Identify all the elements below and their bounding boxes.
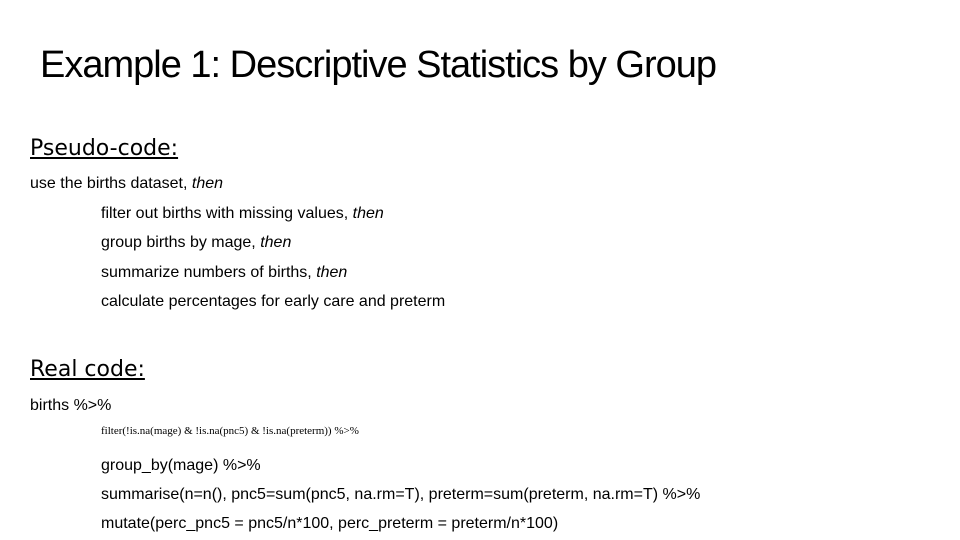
real-code-line-5: mutate(perc_pnc5 = pnc5/n*100, perc_preterm = preterm/n*100) bbox=[101, 515, 559, 532]
real-code-heading: Real code: bbox=[30, 357, 145, 382]
pseudo-line-4 bbox=[101, 264, 347, 282]
pseudo-line-4-then: then bbox=[316, 264, 348, 281]
real-code-line-1: births %>% bbox=[30, 397, 112, 414]
pseudo-line-2 bbox=[101, 205, 384, 223]
pseudo-line-5 bbox=[101, 293, 445, 311]
pseudo-line-1-then: then bbox=[191, 175, 224, 192]
pseudo-line-1-text: use the births dataset, bbox=[30, 175, 192, 192]
pseudo-line-3-then: then bbox=[260, 234, 292, 251]
pseudo-line-3 bbox=[101, 234, 291, 252]
pseudo-line-4-text: summarize numbers of births, bbox=[101, 264, 317, 281]
pseudo-line-2-text: filter out births with missing values, bbox=[101, 205, 353, 222]
pseudo-line-3-text: group births by mage, bbox=[101, 234, 261, 251]
real-code-line-2: filter(!is.na(mage) & !is.na(pnc5) & !is.na(preterm)) %>% bbox=[101, 425, 359, 437]
pseudo-code-heading: Pseudo-code: bbox=[30, 136, 179, 161]
pseudo-line-2-then: then bbox=[352, 205, 384, 222]
real-code-line-4: summarise(n=n(), pnc5=sum(pnc5, na.rm=T), preterm=sum(preterm, na.rm=T) %>% bbox=[101, 486, 701, 503]
pseudo-line-1 bbox=[30, 175, 223, 193]
pseudo-line-5-text: calculate percentages for early care and preterm bbox=[101, 293, 446, 310]
slide-title: Example 1: Descriptive Statistics by Group bbox=[40, 44, 717, 86]
real-code-line-3: group_by(mage) %>% bbox=[101, 457, 261, 474]
